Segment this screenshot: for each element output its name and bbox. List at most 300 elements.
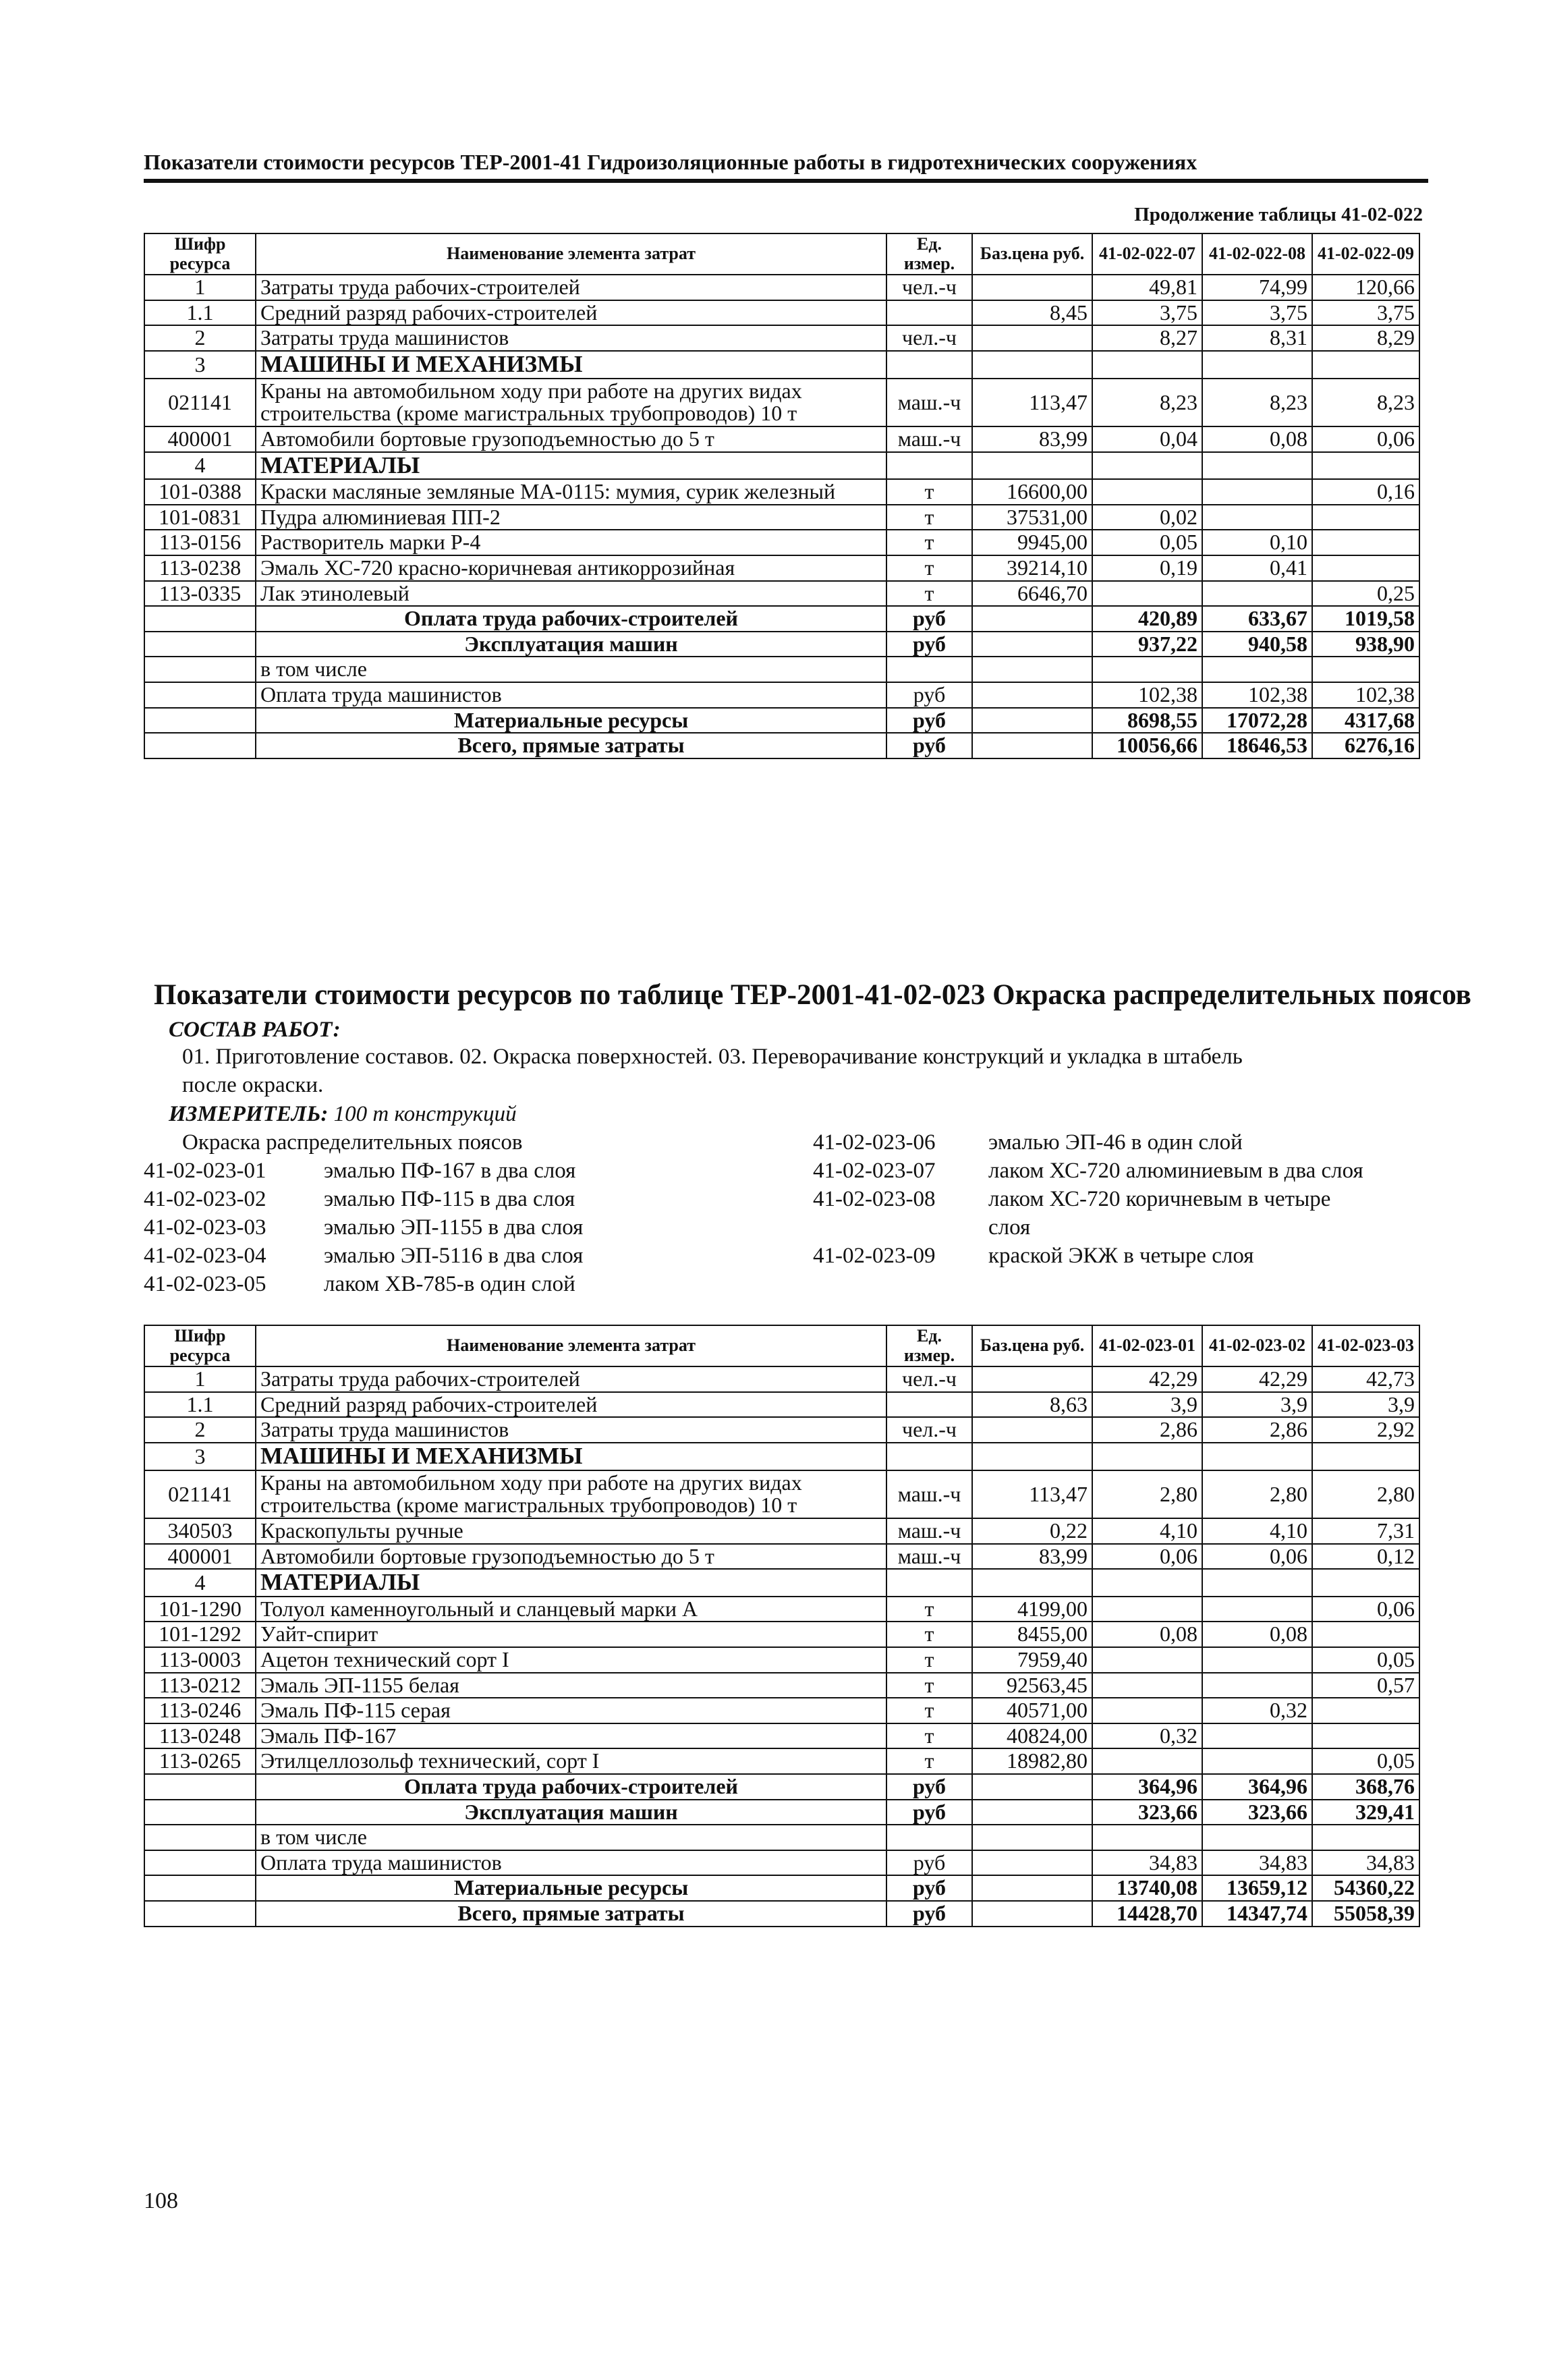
resource-name: Затраты труда рабочих-строителей (256, 1366, 886, 1392)
value-2 (1202, 1569, 1312, 1597)
work-code: 41-02-023-09 (813, 1244, 936, 1268)
header-col-09: 41-02-022-09 (1312, 233, 1419, 275)
work-description: эмалью ПФ-167 в два слоя (324, 1159, 576, 1183)
table-row (144, 351, 1419, 379)
unit (886, 1443, 972, 1470)
table-row (144, 1850, 1419, 1876)
value-2 (1202, 1748, 1312, 1774)
value-3 (1312, 1825, 1419, 1850)
unit: т (886, 581, 972, 607)
resource-name: Пудра алюминиевая ПП-2 (256, 505, 886, 530)
running-header: Показатели стоимости ресурсов ТЕР-2001-41 Гидроизоляционные работы в гидротехнических сооружениях (144, 150, 1197, 174)
base-price: 83,99 (972, 426, 1092, 452)
composition-text-line1: 01. Приготовление составов. 02. Окраска поверхностей. 03. Переворачивание конструкций и укладка в штабель (182, 1045, 1243, 1069)
value-2: 17072,28 (1202, 708, 1312, 734)
resource-name: Материальные ресурсы (256, 1875, 886, 1901)
work-description: краской ЭКЖ в четыре слоя (988, 1244, 1254, 1268)
resource-name: Эмаль ПФ-115 серая (256, 1698, 886, 1723)
base-price (972, 275, 1092, 300)
resource-code (144, 1901, 256, 1927)
resource-name: Оплата труда рабочих-строителей (256, 606, 886, 632)
table-row (144, 581, 1419, 607)
work-description: лаком ХС-720 алюминиевым в два слоя (988, 1159, 1363, 1183)
work-description: эмалью ПФ-115 в два слоя (324, 1187, 575, 1211)
base-price: 9945,00 (972, 530, 1092, 555)
base-price: 83,99 (972, 1544, 1092, 1570)
value-1 (1092, 657, 1202, 682)
base-price (972, 1901, 1092, 1927)
value-3: 4317,68 (1312, 708, 1419, 734)
resource-code: 113-0156 (144, 530, 256, 555)
value-2 (1202, 505, 1312, 530)
value-2 (1202, 1825, 1312, 1850)
resource-name: Эмаль ЭП-1155 белая (256, 1673, 886, 1698)
header-name: Наименование элемента затрат (256, 1325, 886, 1366)
work-code: 41-02-023-02 (144, 1187, 266, 1211)
resource-code: 101-1292 (144, 1622, 256, 1647)
resource-table-41-02-022 (144, 233, 1420, 759)
value-1: 8698,55 (1092, 708, 1202, 734)
value-3: 0,06 (1312, 1597, 1419, 1622)
value-2: 18646,53 (1202, 733, 1312, 758)
work-code: 41-02-023-01 (144, 1159, 266, 1183)
value-1: 102,38 (1092, 682, 1202, 708)
value-2: 0,32 (1202, 1698, 1312, 1723)
value-3: 42,73 (1312, 1366, 1419, 1392)
work-description: эмалью ЭП-5116 в два слоя (324, 1244, 584, 1268)
meter-value: 100 т конструкций (333, 1102, 517, 1126)
base-price: 0,22 (972, 1518, 1092, 1544)
resource-name: МАТЕРИАЛЫ (256, 1569, 886, 1597)
value-3 (1312, 530, 1419, 555)
resource-name: Средний разряд рабочих-строителей (256, 1392, 886, 1418)
resource-name: в том числе (256, 657, 886, 682)
value-1: 3,75 (1092, 300, 1202, 326)
resource-name: Уайт-спирит (256, 1622, 886, 1647)
header-code: Шифр ресурса (144, 1325, 256, 1366)
value-1 (1092, 581, 1202, 607)
value-1: 34,83 (1092, 1850, 1202, 1876)
resource-code: 101-0831 (144, 505, 256, 530)
base-price: 8,63 (972, 1392, 1092, 1418)
base-price: 40824,00 (972, 1723, 1092, 1749)
unit: руб (886, 733, 972, 758)
value-2: 3,9 (1202, 1392, 1312, 1418)
value-2 (1202, 1673, 1312, 1698)
resource-name: МАШИНЫ И МЕХАНИЗМЫ (256, 351, 886, 379)
base-price: 16600,00 (972, 479, 1092, 505)
work-description: лаком ХС-720 коричневым в четыре (988, 1187, 1331, 1211)
base-price: 6646,70 (972, 581, 1092, 607)
value-3: 8,23 (1312, 379, 1419, 426)
table-row (144, 530, 1419, 555)
table-row (144, 708, 1419, 734)
table-header-row (144, 1325, 1419, 1366)
resource-code: 021141 (144, 379, 256, 426)
value-1 (1092, 351, 1202, 379)
table-row (144, 1748, 1419, 1774)
value-3 (1312, 1443, 1419, 1470)
resource-code: 113-0212 (144, 1673, 256, 1698)
value-2: 0,41 (1202, 555, 1312, 581)
unit: руб (886, 632, 972, 657)
unit: т (886, 530, 972, 555)
table-row (144, 1647, 1419, 1673)
meter-label: ИЗМЕРИТЕЛЬ: (169, 1102, 329, 1126)
value-2 (1202, 452, 1312, 480)
value-1: 2,80 (1092, 1470, 1202, 1518)
resource-code (144, 733, 256, 758)
table-row (144, 275, 1419, 300)
header-price: Баз.цена руб. (972, 233, 1092, 275)
table-row (144, 606, 1419, 632)
value-3: 0,12 (1312, 1544, 1419, 1570)
value-3: 938,90 (1312, 632, 1419, 657)
value-1: 937,22 (1092, 632, 1202, 657)
value-2: 2,80 (1202, 1470, 1312, 1518)
value-2 (1202, 657, 1312, 682)
table-row (144, 479, 1419, 505)
resource-name: Эмаль ХС-720 красно-коричневая антикоррозийная (256, 555, 886, 581)
value-3 (1312, 1698, 1419, 1723)
resource-name: Растворитель марки Р-4 (256, 530, 886, 555)
value-2: 2,86 (1202, 1417, 1312, 1443)
value-3 (1312, 657, 1419, 682)
base-price: 7959,40 (972, 1647, 1092, 1673)
table-row (144, 733, 1419, 758)
resource-code: 2 (144, 325, 256, 351)
value-3: 0,57 (1312, 1673, 1419, 1698)
table-row (144, 1800, 1419, 1825)
base-price (972, 1774, 1092, 1800)
header-col-07: 41-02-022-07 (1092, 233, 1202, 275)
value-3: 34,83 (1312, 1850, 1419, 1876)
table-row (144, 1622, 1419, 1647)
base-price (972, 708, 1092, 734)
resource-code: 113-0248 (144, 1723, 256, 1749)
unit: т (886, 1597, 972, 1622)
base-price: 8,45 (972, 300, 1092, 326)
value-3: 120,66 (1312, 275, 1419, 300)
value-3 (1312, 452, 1419, 480)
unit: т (886, 479, 972, 505)
resource-name: Краны на автомобильном ходу при работе на других видах строительства (кроме магистральных трубопроводов) 10 т (256, 1470, 886, 1518)
table-row (144, 1569, 1419, 1597)
table-row (144, 1392, 1419, 1418)
resource-code: 3 (144, 351, 256, 379)
base-price (972, 1800, 1092, 1825)
value-1: 49,81 (1092, 275, 1202, 300)
value-1 (1092, 1825, 1202, 1850)
resource-name: Ацетон технический сорт I (256, 1647, 886, 1673)
value-2: 4,10 (1202, 1518, 1312, 1544)
resource-code: 340503 (144, 1518, 256, 1544)
value-2: 42,29 (1202, 1366, 1312, 1392)
table-row (144, 1544, 1419, 1570)
base-price (972, 733, 1092, 758)
value-1: 8,27 (1092, 325, 1202, 351)
value-3: 1019,58 (1312, 606, 1419, 632)
table-row (144, 682, 1419, 708)
value-1: 0,08 (1092, 1622, 1202, 1647)
header-unit: Ед. измер. (886, 1325, 972, 1366)
value-2 (1202, 1597, 1312, 1622)
resource-code: 113-0246 (144, 1698, 256, 1723)
value-1 (1092, 479, 1202, 505)
table-row (144, 379, 1419, 426)
value-3: 7,31 (1312, 1518, 1419, 1544)
value-2: 13659,12 (1202, 1875, 1312, 1901)
value-2: 8,23 (1202, 379, 1312, 426)
resource-name: Средний разряд рабочих-строителей (256, 300, 886, 326)
base-price (972, 632, 1092, 657)
value-1 (1092, 1597, 1202, 1622)
resource-name: в том числе (256, 1825, 886, 1850)
resource-name: Этилцеллозольф технический, сорт I (256, 1748, 886, 1774)
page-number: 108 (144, 2188, 178, 2213)
unit (886, 300, 972, 326)
value-2: 3,75 (1202, 300, 1312, 326)
resource-name: Оплата труда рабочих-строителей (256, 1774, 886, 1800)
resource-name: Лак этинолевый (256, 581, 886, 607)
value-3: 329,41 (1312, 1800, 1419, 1825)
table-row (144, 1443, 1419, 1470)
resource-code (144, 657, 256, 682)
value-2 (1202, 1723, 1312, 1749)
unit (886, 1825, 972, 1850)
composition-text-line2: после окраски. (182, 1073, 324, 1097)
unit (886, 452, 972, 480)
value-3: 0,05 (1312, 1748, 1419, 1774)
value-3 (1312, 1622, 1419, 1647)
resource-name: Краскопульты ручные (256, 1518, 886, 1544)
unit: т (886, 1698, 972, 1723)
value-3 (1312, 1569, 1419, 1597)
resource-name: МАТЕРИАЛЫ (256, 452, 886, 480)
base-price (972, 1366, 1092, 1392)
base-price (972, 1569, 1092, 1597)
value-1: 0,02 (1092, 505, 1202, 530)
base-price (972, 351, 1092, 379)
base-price (972, 1417, 1092, 1443)
resource-code (144, 632, 256, 657)
resource-code: 1.1 (144, 300, 256, 326)
resource-code (144, 1875, 256, 1901)
unit: чел.-ч (886, 325, 972, 351)
unit: руб (886, 606, 972, 632)
resource-name: Краски масляные земляные МА-0115: мумия, сурик железный (256, 479, 886, 505)
value-2: 940,58 (1202, 632, 1312, 657)
unit: чел.-ч (886, 275, 972, 300)
value-2: 8,31 (1202, 325, 1312, 351)
group-title: Окраска распределительных поясов (182, 1130, 523, 1155)
value-3: 6276,16 (1312, 733, 1419, 758)
resource-code: 113-0265 (144, 1748, 256, 1774)
value-1: 323,66 (1092, 1800, 1202, 1825)
resource-name: Затраты труда машинистов (256, 1417, 886, 1443)
composition-label: СОСТАВ РАБОТ: (169, 1018, 341, 1042)
value-2 (1202, 479, 1312, 505)
header-col-01: 41-02-023-01 (1092, 1325, 1202, 1366)
resource-code: 4 (144, 1569, 256, 1597)
unit: руб (886, 1774, 972, 1800)
header-col-03: 41-02-023-03 (1312, 1325, 1419, 1366)
table-continuation-note: Продолжение таблицы 41-02-022 (1134, 204, 1423, 225)
work-description: эмалью ЭП-46 в один слой (988, 1130, 1243, 1155)
unit: маш.-ч (886, 379, 972, 426)
value-3: 0,25 (1312, 581, 1419, 607)
value-1: 14428,70 (1092, 1901, 1202, 1927)
base-price (972, 657, 1092, 682)
value-3: 3,9 (1312, 1392, 1419, 1418)
work-description: эмалью ЭП-1155 в два слоя (324, 1215, 584, 1240)
header-price: Баз.цена руб. (972, 1325, 1092, 1366)
value-2: 323,66 (1202, 1800, 1312, 1825)
value-3 (1312, 351, 1419, 379)
table-row (144, 1470, 1419, 1518)
value-1 (1092, 1569, 1202, 1597)
unit: маш.-ч (886, 426, 972, 452)
resource-table-41-02-023 (144, 1325, 1420, 1927)
unit (886, 351, 972, 379)
resource-name: Оплата труда машинистов (256, 682, 886, 708)
work-code: 41-02-023-05 (144, 1272, 266, 1296)
unit (886, 657, 972, 682)
table-row (144, 1366, 1419, 1392)
work-code: 41-02-023-08 (813, 1187, 936, 1211)
resource-code (144, 1825, 256, 1850)
value-2: 34,83 (1202, 1850, 1312, 1876)
value-1: 0,05 (1092, 530, 1202, 555)
base-price (972, 1850, 1092, 1876)
value-2: 0,10 (1202, 530, 1312, 555)
unit: маш.-ч (886, 1518, 972, 1544)
value-3: 55058,39 (1312, 1901, 1419, 1927)
unit (886, 1569, 972, 1597)
table-row (144, 657, 1419, 682)
resource-code: 400001 (144, 426, 256, 452)
value-1: 8,23 (1092, 379, 1202, 426)
value-2: 74,99 (1202, 275, 1312, 300)
table-row (144, 632, 1419, 657)
resource-name: Автомобили бортовые грузоподъемностью до 5 т (256, 1544, 886, 1570)
base-price (972, 606, 1092, 632)
table-row (144, 300, 1419, 326)
value-1 (1092, 1647, 1202, 1673)
table-row (144, 1723, 1419, 1749)
table-row (144, 555, 1419, 581)
value-1 (1092, 1673, 1202, 1698)
resource-name: Оплата труда машинистов (256, 1850, 886, 1876)
resource-code (144, 708, 256, 734)
resource-code: 4 (144, 452, 256, 480)
value-1: 420,89 (1092, 606, 1202, 632)
resource-code: 101-0388 (144, 479, 256, 505)
value-2: 14347,74 (1202, 1901, 1312, 1927)
unit: руб (886, 1875, 972, 1901)
unit: маш.-ч (886, 1544, 972, 1570)
resource-code: 3 (144, 1443, 256, 1470)
value-3: 2,92 (1312, 1417, 1419, 1443)
value-3: 3,75 (1312, 300, 1419, 326)
value-1: 10056,66 (1092, 733, 1202, 758)
base-price (972, 682, 1092, 708)
base-price: 113,47 (972, 379, 1092, 426)
resource-code (144, 606, 256, 632)
value-2: 102,38 (1202, 682, 1312, 708)
base-price: 39214,10 (972, 555, 1092, 581)
base-price (972, 452, 1092, 480)
unit: маш.-ч (886, 1470, 972, 1518)
value-1 (1092, 1698, 1202, 1723)
table-row (144, 1518, 1419, 1544)
work-code: 41-02-023-07 (813, 1159, 936, 1183)
meter-line (169, 1100, 517, 1129)
base-price: 4199,00 (972, 1597, 1092, 1622)
value-3: 102,38 (1312, 682, 1419, 708)
base-price (972, 1825, 1092, 1850)
work-code: 41-02-023-03 (144, 1215, 266, 1240)
unit: т (886, 1723, 972, 1749)
base-price (972, 325, 1092, 351)
value-2: 633,67 (1202, 606, 1312, 632)
resource-code: 021141 (144, 1470, 256, 1518)
value-3: 0,05 (1312, 1647, 1419, 1673)
value-2 (1202, 351, 1312, 379)
value-1: 0,32 (1092, 1723, 1202, 1749)
unit: руб (886, 682, 972, 708)
resource-name: МАШИНЫ И МЕХАНИЗМЫ (256, 1443, 886, 1470)
work-description: лаком ХВ-785-в один слой (324, 1272, 575, 1296)
table-row (144, 325, 1419, 351)
value-1: 13740,08 (1092, 1875, 1202, 1901)
value-3: 8,29 (1312, 325, 1419, 351)
resource-name: Толуол каменноугольный и сланцевый марки А (256, 1597, 886, 1622)
header-col-08: 41-02-022-08 (1202, 233, 1312, 275)
value-1: 2,86 (1092, 1417, 1202, 1443)
resource-name: Всего, прямые затраты (256, 1901, 886, 1927)
unit (886, 1392, 972, 1418)
value-2: 0,08 (1202, 1622, 1312, 1647)
table-row (144, 426, 1419, 452)
table-row (144, 1417, 1419, 1443)
resource-name: Краны на автомобильном ходу при работе на других видах строительства (кроме магистральных трубопроводов) 10 т (256, 379, 886, 426)
table-row (144, 1901, 1419, 1927)
resource-code (144, 1800, 256, 1825)
unit: т (886, 505, 972, 530)
header-code: Шифр ресурса (144, 233, 256, 275)
unit: т (886, 555, 972, 581)
value-1: 3,9 (1092, 1392, 1202, 1418)
value-2 (1202, 581, 1312, 607)
unit: т (886, 1622, 972, 1647)
table-row (144, 1673, 1419, 1698)
unit: руб (886, 1850, 972, 1876)
value-2: 0,06 (1202, 1544, 1312, 1570)
unit: т (886, 1673, 972, 1698)
resource-name: Эксплуатация машин (256, 632, 886, 657)
base-price (972, 1443, 1092, 1470)
work-code: 41-02-023-06 (813, 1130, 936, 1155)
base-price: 37531,00 (972, 505, 1092, 530)
resource-code: 400001 (144, 1544, 256, 1570)
value-1 (1092, 1443, 1202, 1470)
value-3: 368,76 (1312, 1774, 1419, 1800)
work-code: 41-02-023-04 (144, 1244, 266, 1268)
base-price (972, 1875, 1092, 1901)
table-row (144, 1698, 1419, 1723)
value-1: 42,29 (1092, 1366, 1202, 1392)
